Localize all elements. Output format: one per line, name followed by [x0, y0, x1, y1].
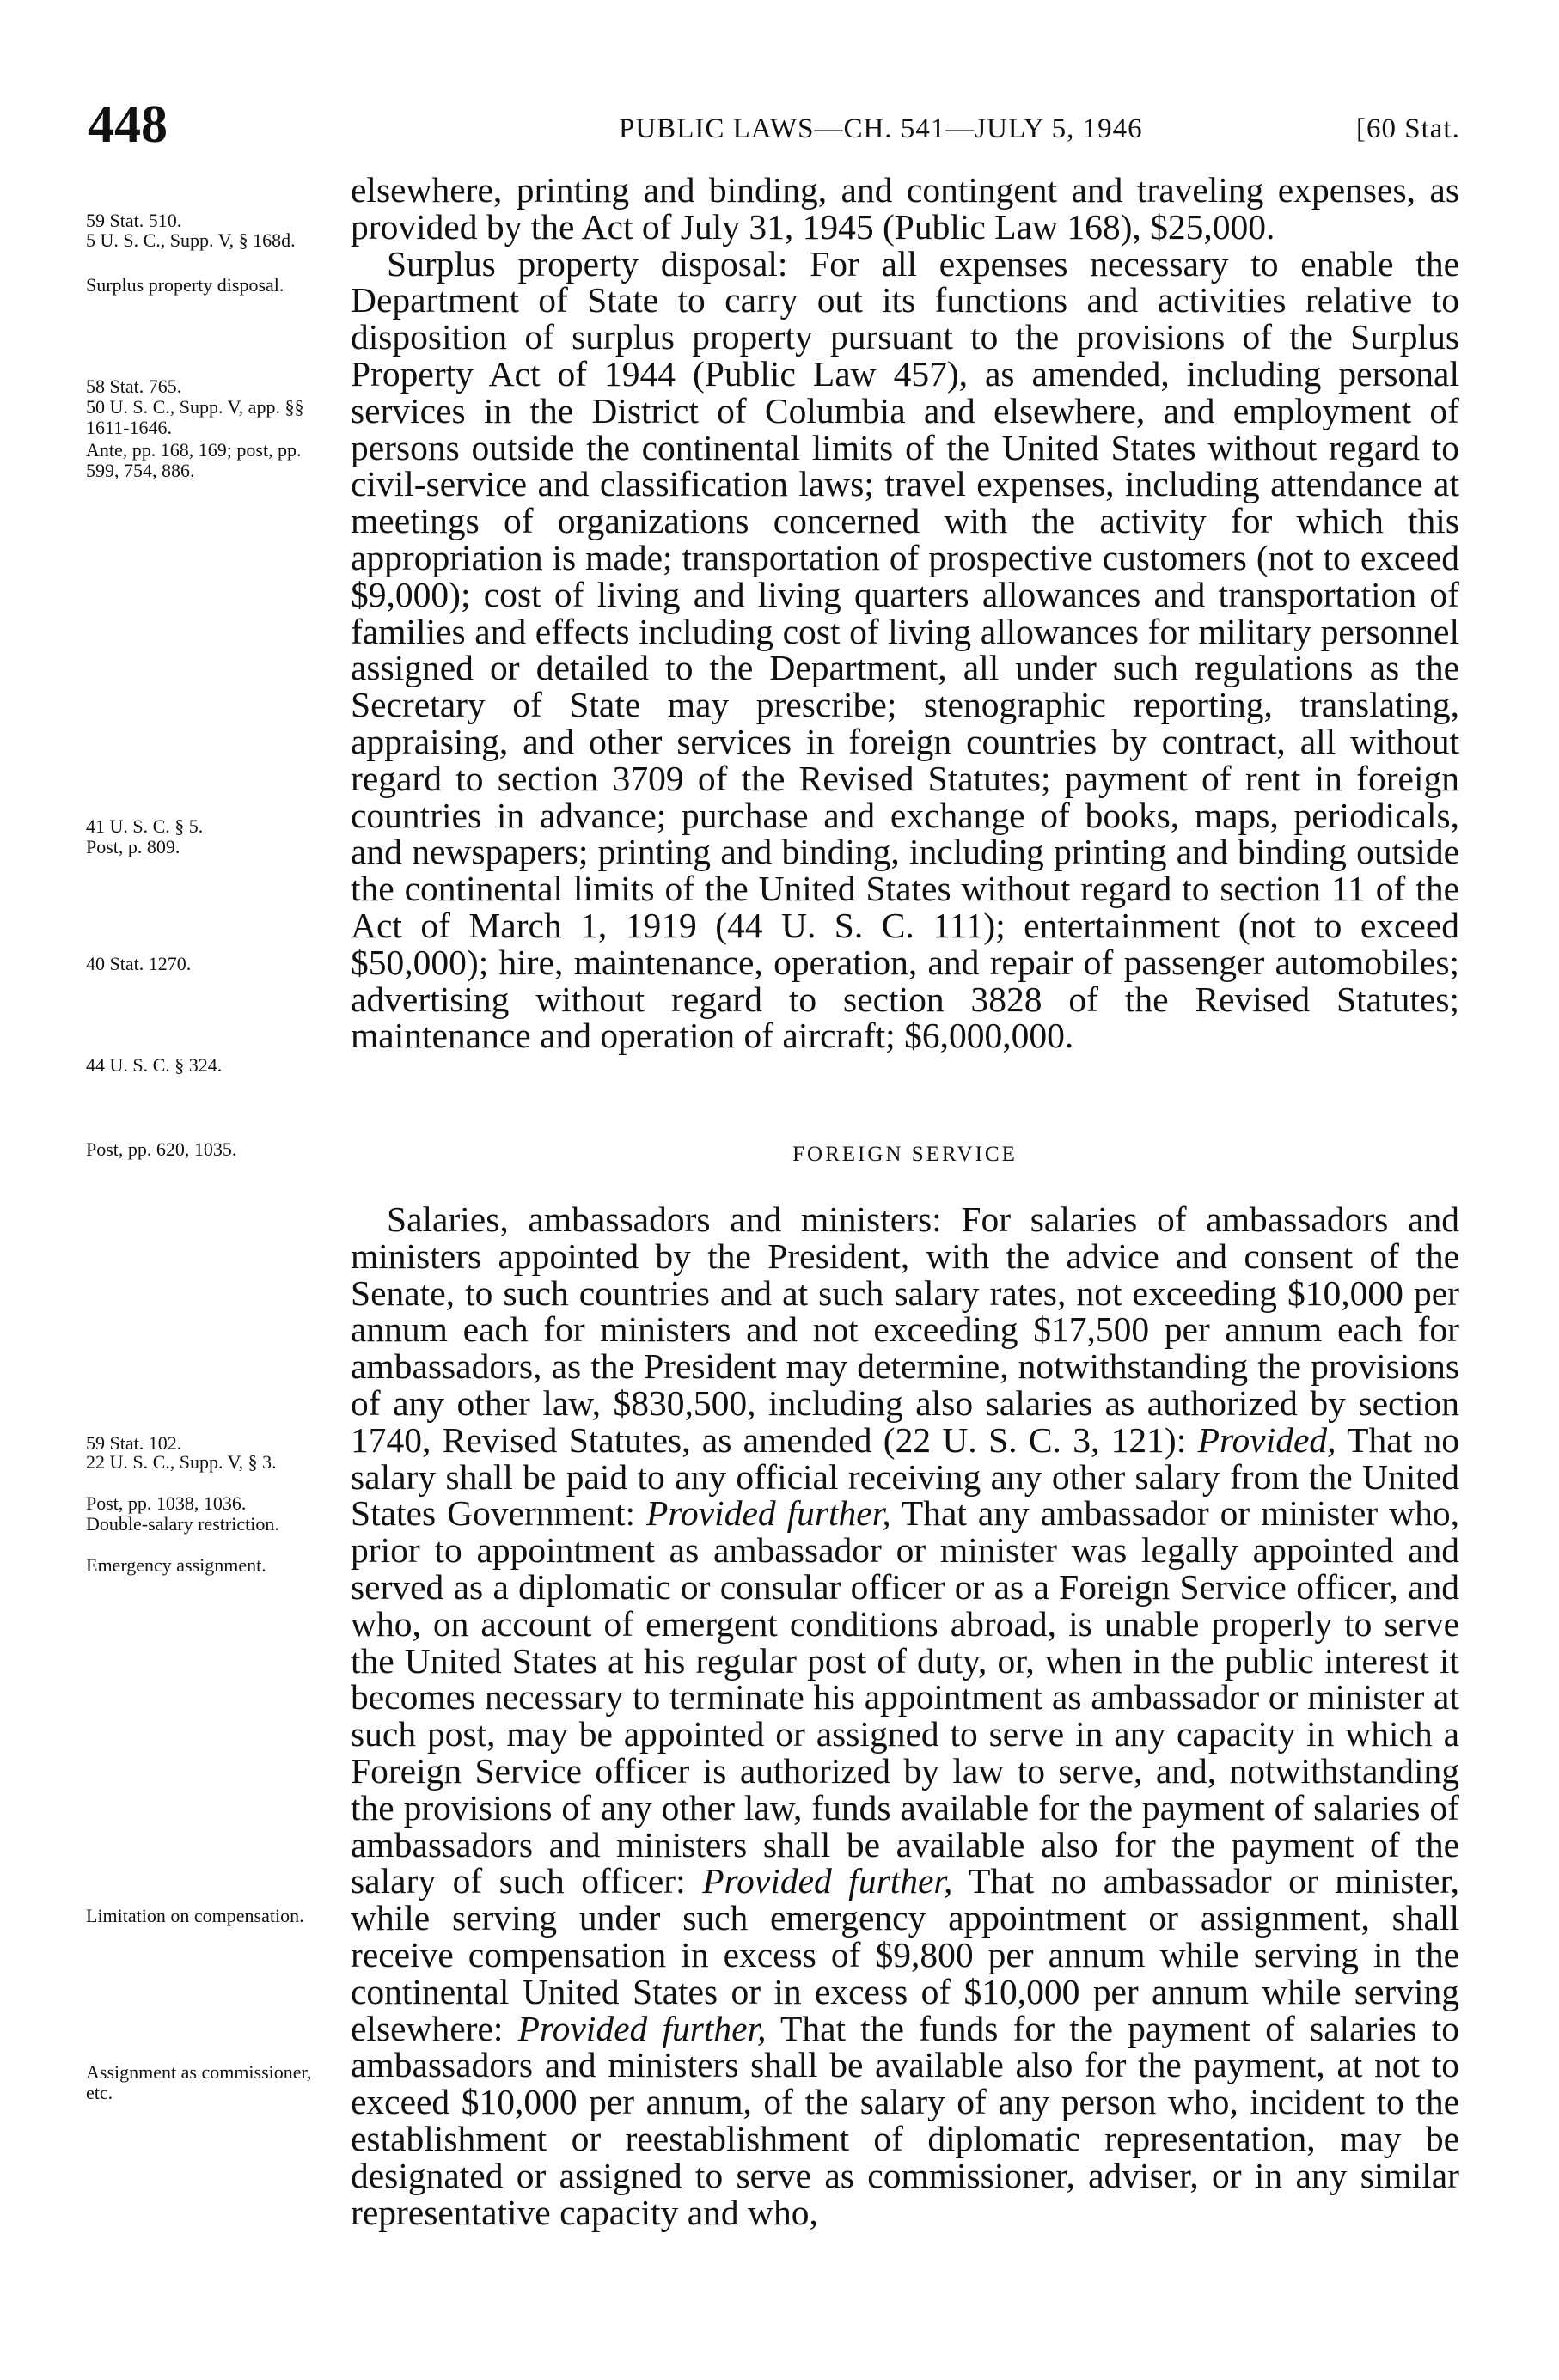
text-run: Salaries, ambassadors and ministers: For salaries of ambassadors and ministers appointed by the President, with the advice and consent of the Senate, to such countries and at such salary rates, not exceeding $10,000 per annum each for ministers and not exceeding $17,500 per annum each for ambassadors, as the President may determine, notwithstanding the provisions of any other law, $830,500, including also salaries as authorized by section 1740, Revised Statutes, as amended (22 U. S. C. 3, 121):: [351, 1199, 1459, 1460]
text-run: That any ambassador or minister who, prior to appointment as ambassador or minister was legally appointed and served as a diplomatic or consular officer or as a Foreign Service officer, and who, on account of emergent conditions abroad, is unable properly to serve the United States at his regular post of duty, or, when in the public interest it becomes necessary to terminate his appointment as ambassador or minister at such post, may be appointed or assigned to serve in any capacity in which a Foreign Service officer is authorized by law to serve, and, notwithstanding the provisions of any other law, funds available for the payment of salaries of ambassadors and ministers shall be available also for the payment of the salary of such officer:: [351, 1493, 1459, 1901]
text-run: That no ambassador or minister, while serving under such emergency appointment or assignment, shall receive compensation in excess of $9,800 per annum while serving in the continental United States or in excess of $10,000 per annum while serving elsewhere:: [351, 1861, 1460, 2048]
page-header: [0, 95, 1559, 163]
margin-note: Post, pp. 620, 1035.: [86, 1138, 237, 1160]
paragraph-salaries: [351, 1201, 1459, 2230]
margin-note: 59 Stat. 510.: [86, 210, 182, 231]
margin-note: Limitation on compensation.: [86, 1905, 304, 1926]
page-number: 448: [88, 95, 168, 154]
proviso-italic: Provided further,: [517, 2008, 767, 2048]
margin-note: Ante, pp. 168, 169; post, pp. 599, 754, 886.: [86, 439, 302, 481]
margin-note: 44 U. S. C. § 324.: [86, 1054, 223, 1076]
margin-note: 5 U. S. C., Supp. V, § 168d.: [86, 229, 296, 251]
margin-note: 40 Stat. 1270.: [86, 953, 192, 974]
margin-note: 41 U. S. C. § 5.: [86, 815, 204, 837]
text-run: That no salary shall be paid to any official receiving any other salary from the United States Government:: [351, 1419, 1460, 1534]
proviso-italic: Provided,: [1197, 1419, 1336, 1460]
margin-note: 50 U. S. C., Supp. V, app. §§ 1611-1646.: [86, 396, 304, 438]
running-head: PUBLIC LAWS—CH. 541—JULY 5, 1946: [619, 113, 1143, 144]
margin-note: 59 Stat. 102.: [86, 1432, 182, 1454]
margin-note: Assignment as commissioner, etc.: [86, 2061, 312, 2103]
main-text: [351, 172, 1459, 1054]
volume-reference: [60 Stat.: [1356, 113, 1460, 144]
proviso-italic: Provided further,: [702, 1861, 953, 1901]
section-heading: FOREIGN SERVICE: [792, 1143, 1018, 1166]
proviso-italic: Provided further,: [646, 1493, 891, 1534]
margin-note: Surplus property disposal.: [86, 274, 284, 296]
margin-note: 58 Stat. 765.: [86, 375, 182, 397]
margin-note: Post, p. 809.: [86, 836, 180, 857]
margin-note: 22 U. S. C., Supp. V, § 3.: [86, 1451, 277, 1473]
margin-note: Emergency assignment.: [86, 1554, 266, 1576]
margin-note: Post, pp. 1038, 1036.: [86, 1492, 247, 1514]
paragraph-continued: elsewhere, printing and binding, and contingent and traveling expenses, as provided by the Act of July 31, 1945 (Public Law 168), $25,000.: [351, 170, 1459, 247]
foreign-service-block: [351, 1201, 1459, 2230]
text-run: That the funds for the payment of salaries to ambassadors and ministers shall be available also for the payment, at not to exceed $10,000 per annum, of the salary of any person who, incident to the establishment or reestablishment of diplomatic representation, may be designated or assigned to serve as commissioner, adviser, or in any similar representative capacity and who,: [351, 2008, 1459, 2232]
margin-note: Double-salary restriction.: [86, 1513, 279, 1535]
paragraph-surplus-property: Surplus property disposal: For all expenses necessary to enable the Department of State to carry out its functions and activities relative to disposition of surplus property pursuant to the provisions of the Surplus Property Act of 1944 (Public Law 457), as amended, including personal services in the District of Columbia and elsewhere, and employment of persons outside the continental limits of the United States without regard to civil-service and classification laws; travel expenses, including attendance at meetings of organizations concerned with the activity for which this appropriation is made; transportation of prospective customers (not to exceed $9,000); cost of living and living quarters allowances and transportation of families and effects including cost of living allowances for military personnel assigned or detailed to the Department, all under such regulations as the Secretary of State may prescribe; stenographic reporting, translating, appraising, and other services in foreign countries by contract, all without regard to section 3709 of the Revised Statutes; payment of rent in foreign countries in advance; purchase and exchange of books, maps, periodicals, and newspapers; printing and binding, including printing and binding outside the continental limits of the United States without regard to section 11 of the Act of March 1, 1919 (44 U. S. C. 111); entertainment (not to exceed $50,000); hire, maintenance, operation, and repair of passenger automobiles; advertising without regard to section 3828 of the Revised Statutes; maintenance and operation of aircraft; $6,000,000.: [351, 243, 1459, 1056]
